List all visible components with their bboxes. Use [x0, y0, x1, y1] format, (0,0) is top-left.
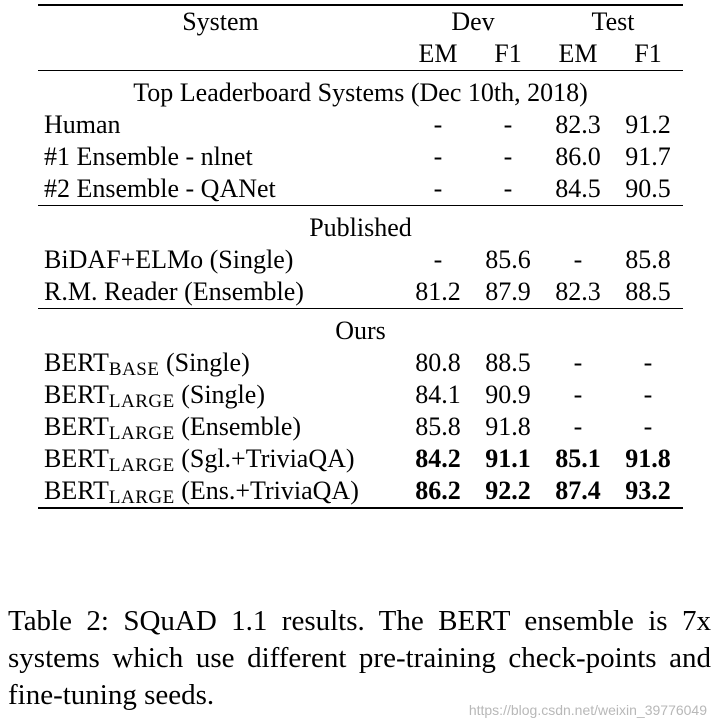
section-header-row [38, 309, 683, 348]
score-test-f1 [613, 276, 683, 309]
score-value: 86.2 [415, 476, 461, 505]
table-row [38, 411, 683, 443]
score-value: 85.8 [625, 245, 671, 274]
score-test-em [543, 475, 613, 508]
system-name-cell [38, 443, 403, 475]
results-table-body [38, 71, 683, 509]
table-row [38, 173, 683, 206]
score-test-em [543, 443, 613, 475]
score-dev-em [403, 379, 473, 411]
score-dev-f1 [473, 173, 543, 206]
score-dev-f1 [473, 244, 543, 276]
header-test-em: EM [558, 39, 598, 68]
score-value: 85.8 [415, 412, 461, 441]
score-value: 85.6 [485, 245, 531, 274]
table-caption: Table 2: SQuAD 1.1 results. The BERT ensemble is 7x systems which use different pre-training check-points and fine-tuning seeds. [8, 605, 711, 711]
table-row [38, 244, 683, 276]
score-value: 88.5 [625, 277, 671, 306]
score-test-f1 [613, 109, 683, 141]
header-test-f1: F1 [634, 39, 662, 68]
score-test-em [543, 379, 613, 411]
table-row [38, 141, 683, 173]
system-variant: (Single) [159, 348, 250, 377]
system-variant: (Ensemble) [174, 412, 302, 441]
score-test-em [543, 173, 613, 206]
score-value: 93.2 [625, 476, 671, 505]
header-dev-f1: F1 [494, 39, 522, 68]
score-test-f1 [613, 244, 683, 276]
score-test-em [543, 244, 613, 276]
score-test-em [543, 347, 613, 379]
score-test-em [543, 411, 613, 443]
score-test-f1 [613, 411, 683, 443]
system-name: #1 Ensemble - nlnet [44, 142, 253, 171]
score-value: - [573, 412, 583, 441]
model-size-subscript: LARGE [108, 391, 175, 412]
system-name: BERT [44, 476, 109, 505]
score-dev-f1 [473, 347, 543, 379]
score-value: 87.4 [555, 476, 601, 505]
system-name-cell [38, 141, 403, 173]
score-dev-em [403, 173, 473, 206]
score-value: 82.3 [555, 110, 601, 139]
score-value: 91.8 [625, 444, 671, 473]
table-row [38, 443, 683, 475]
model-size-subscript: LARGE [108, 487, 175, 508]
score-dev-em [403, 411, 473, 443]
system-name-cell [38, 109, 403, 141]
model-size-subscript: BASE [108, 359, 160, 380]
score-dev-f1 [473, 475, 543, 508]
score-value: 82.3 [555, 277, 601, 306]
section-title: Top Leaderboard Systems (Dec 10th, 2018) [38, 71, 683, 110]
section-header-row [38, 206, 683, 245]
score-value: - [573, 245, 583, 274]
score-value: 90.5 [625, 174, 671, 203]
score-value: - [573, 380, 583, 409]
score-value: - [433, 245, 443, 274]
score-dev-f1 [473, 379, 543, 411]
table-row [38, 475, 683, 508]
header-system: System [38, 5, 403, 71]
score-value: - [503, 110, 513, 139]
score-value: - [503, 174, 513, 203]
score-value: 87.9 [485, 277, 531, 306]
header-dev: Dev [403, 5, 543, 38]
table-row [38, 347, 683, 379]
system-variant: (Sgl.+TriviaQA) [174, 444, 355, 473]
score-value: 80.8 [415, 348, 461, 377]
header-test: Test [543, 5, 683, 38]
score-value: 86.0 [555, 142, 601, 171]
system-name-cell [38, 475, 403, 508]
score-value: 84.2 [415, 444, 461, 473]
system-name-cell [38, 244, 403, 276]
score-test-f1 [613, 173, 683, 206]
score-value: 88.5 [485, 348, 531, 377]
section-header-row [38, 71, 683, 110]
score-dev-f1 [473, 276, 543, 309]
score-value: 81.2 [415, 277, 461, 306]
score-dev-em [403, 109, 473, 141]
system-name: BiDAF+ELMo (Single) [44, 245, 294, 274]
header-row-groups [38, 5, 683, 38]
watermark: https://blog.csdn.net/weixin_39776049 [468, 702, 707, 718]
system-name: BERT [44, 348, 109, 377]
score-dev-em [403, 443, 473, 475]
results-table [38, 4, 683, 509]
model-size-subscript: LARGE [108, 423, 175, 444]
system-name-cell [38, 379, 403, 411]
model-size-subscript: LARGE [108, 455, 175, 476]
score-test-em [543, 141, 613, 173]
table-row [38, 379, 683, 411]
system-name: BERT [44, 444, 109, 473]
score-value: - [643, 412, 653, 441]
score-value: 91.7 [625, 142, 671, 171]
score-value: - [643, 380, 653, 409]
score-dev-em [403, 475, 473, 508]
score-test-f1 [613, 379, 683, 411]
section-title: Ours [38, 309, 683, 348]
score-dev-f1 [473, 109, 543, 141]
score-value: 91.8 [485, 412, 531, 441]
header-dev-em: EM [418, 39, 458, 68]
table-row [38, 109, 683, 141]
system-variant: (Single) [174, 380, 265, 409]
score-value: 90.9 [485, 380, 531, 409]
results-table-container [38, 4, 683, 509]
score-test-f1 [613, 475, 683, 508]
score-dev-em [403, 141, 473, 173]
score-test-f1 [613, 141, 683, 173]
score-value: - [643, 348, 653, 377]
score-dev-f1 [473, 443, 543, 475]
score-dev-em [403, 347, 473, 379]
score-test-f1 [613, 347, 683, 379]
score-test-em [543, 276, 613, 309]
score-value: - [433, 110, 443, 139]
section-title: Published [38, 206, 683, 245]
score-value: 92.2 [485, 476, 531, 505]
system-name-cell [38, 347, 403, 379]
score-value: - [503, 142, 513, 171]
score-test-f1 [613, 443, 683, 475]
score-dev-em [403, 244, 473, 276]
system-name-cell [38, 411, 403, 443]
score-value: 91.2 [625, 110, 671, 139]
system-name: Human [44, 110, 121, 139]
score-value: - [573, 348, 583, 377]
system-name: #2 Ensemble - QANet [44, 174, 276, 203]
table-row [38, 276, 683, 309]
score-dev-f1 [473, 411, 543, 443]
system-name: R.M. Reader (Ensemble) [44, 277, 304, 306]
score-dev-f1 [473, 141, 543, 173]
score-value: 84.1 [415, 380, 461, 409]
system-name-cell [38, 276, 403, 309]
score-dev-em [403, 276, 473, 309]
system-name-cell [38, 173, 403, 206]
score-value: 84.5 [555, 174, 601, 203]
score-test-em [543, 109, 613, 141]
score-value: 91.1 [485, 444, 531, 473]
score-value: - [433, 142, 443, 171]
system-name: BERT [44, 412, 109, 441]
system-variant: (Ens.+TriviaQA) [174, 476, 359, 505]
system-name: BERT [44, 380, 109, 409]
score-value: 85.1 [555, 444, 601, 473]
score-value: - [433, 174, 443, 203]
